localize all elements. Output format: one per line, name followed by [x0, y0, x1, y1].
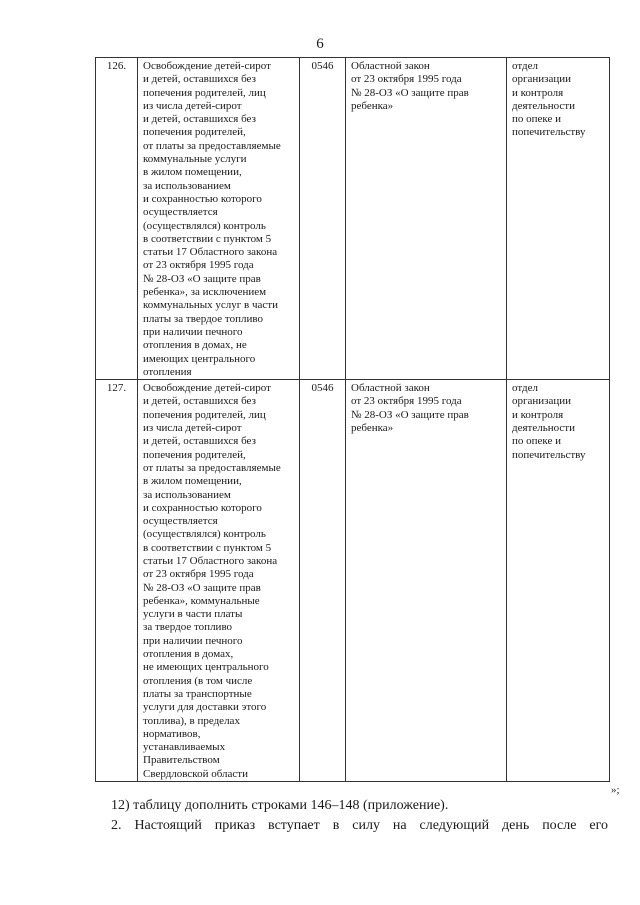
- service-name-line: от платы за предоставляемые: [143, 139, 281, 152]
- service-name-line: отопления (в том числе: [143, 674, 253, 687]
- responsible-dept-line: попечительству: [512, 448, 586, 461]
- paragraph-effective-date: 2. Настоящий приказ вступает в силу на следующий день после его: [111, 818, 608, 833]
- service-name-line: услуги в части платы: [143, 608, 243, 621]
- service-name-line: и детей, оставшихся без: [143, 395, 256, 408]
- responsible-dept-line: организации: [512, 395, 572, 408]
- service-code: 0546: [300, 380, 346, 782]
- page-number: 6: [316, 36, 324, 52]
- service-name-line: попечения родителей, лиц: [143, 86, 266, 99]
- service-name-line: и сохранностью которого: [143, 192, 262, 205]
- service-name-line: Правительством: [143, 754, 220, 767]
- service-name-line: от 23 октября 1995 года: [143, 259, 254, 272]
- service-name-line: Свердловской области: [143, 767, 248, 780]
- row-number: 126.: [96, 58, 138, 380]
- service-name-line: от 23 октября 1995 года: [143, 568, 254, 581]
- service-name-line: статьи 17 Областного закона: [143, 554, 278, 567]
- responsible-dept-line: и контроля: [512, 86, 564, 99]
- legal-basis-cell: [346, 58, 507, 380]
- legal-basis-line: от 23 октября 1995 года: [351, 395, 462, 408]
- service-name-line: № 28-ОЗ «О защите прав: [143, 581, 261, 594]
- paragraph-item-12: 12) таблицу дополнить строками 146–148 (приложение).: [111, 798, 449, 813]
- service-name-line: осуществляется: [143, 515, 218, 528]
- service-name-line: из числа детей-сирот: [143, 99, 242, 112]
- responsible-dept-line: по опеке и: [512, 113, 561, 126]
- service-name-line: в жилом помещении,: [143, 166, 242, 179]
- legal-basis-line: ребенка»: [351, 99, 394, 112]
- responsible-dept-line: по опеке и: [512, 435, 561, 448]
- service-name-line: из числа детей-сирот: [143, 422, 242, 435]
- service-name-cell: [138, 58, 300, 380]
- service-name-line: за твердое топливо: [143, 621, 233, 634]
- service-name-line: имеющих центрального: [143, 352, 256, 365]
- service-name-line: Освобождение детей-сирот: [143, 60, 271, 72]
- service-name-line: ребенка», коммунальные: [143, 594, 260, 607]
- service-name-line: за использованием: [143, 179, 231, 192]
- responsible-dept-line: отдел: [512, 382, 538, 395]
- service-name-line: при наличии печного: [143, 325, 243, 338]
- service-code: 0546: [300, 58, 346, 380]
- responsible-dept-cell: [507, 380, 610, 782]
- service-name-line: при наличии печного: [143, 634, 243, 647]
- service-name-line: устанавливаемых: [143, 741, 226, 754]
- service-name-line: и сохранностью которого: [143, 501, 262, 514]
- service-name-line: попечения родителей,: [143, 448, 246, 461]
- service-name-line: Освобождение детей-сирот: [143, 382, 271, 395]
- service-name-line: за использованием: [143, 488, 231, 501]
- service-name-line: попечения родителей, лиц: [143, 408, 266, 421]
- service-name-line: осуществляется: [143, 206, 218, 219]
- service-name-line: отопления в домах, не: [143, 339, 247, 352]
- service-name-line: платы за твердое топливо: [143, 312, 263, 325]
- responsible-dept-cell: [507, 58, 610, 380]
- service-name-line: и детей, оставшихся без: [143, 435, 256, 448]
- services-table: [95, 57, 610, 782]
- legal-basis-line: от 23 октября 1995 года: [351, 73, 462, 86]
- legal-basis-line: № 28-ОЗ «О защите прав: [351, 408, 469, 421]
- service-name-line: статьи 17 Областного закона: [143, 246, 278, 259]
- service-name-cell: [138, 380, 300, 782]
- service-name-line: коммунальных услуг в части: [143, 299, 278, 312]
- row-number: 127.: [96, 380, 138, 782]
- service-name-line: в соответствии с пунктом 5: [143, 541, 272, 554]
- responsible-dept-line: деятельности: [512, 422, 575, 435]
- legal-basis-line: Областной закон: [351, 382, 430, 395]
- table-row: [96, 58, 610, 380]
- service-name-line: коммунальные услуги: [143, 153, 247, 166]
- service-name-line: отопления: [143, 365, 192, 378]
- responsible-dept-line: деятельности: [512, 99, 575, 112]
- service-name-line: (осуществлялся) контроль: [143, 528, 266, 541]
- legal-basis-line: ребенка»: [351, 422, 394, 435]
- responsible-dept-line: и контроля: [512, 408, 564, 421]
- service-name-line: не имеющих центрального: [143, 661, 269, 674]
- responsible-dept-line: организации: [512, 73, 572, 86]
- service-name-line: попечения родителей,: [143, 126, 246, 139]
- service-name-line: ребенка», за исключением: [143, 286, 267, 299]
- legal-basis-cell: [346, 380, 507, 782]
- service-name-line: и детей, оставшихся без: [143, 113, 256, 126]
- service-name-line: нормативов,: [143, 727, 201, 740]
- service-name-line: от платы за предоставляемые: [143, 461, 281, 474]
- responsible-dept-line: отдел: [512, 60, 538, 72]
- service-name-line: платы за транспортные: [143, 687, 252, 700]
- legal-basis-line: № 28-ОЗ «О защите прав: [351, 86, 469, 99]
- service-name-line: в жилом помещении,: [143, 475, 242, 488]
- service-name-line: (осуществлялся) контроль: [143, 219, 266, 232]
- service-name-line: услуги для доставки этого: [143, 701, 267, 714]
- service-name-line: топлива), в пределах: [143, 714, 240, 727]
- service-name-line: отопления в домах,: [143, 648, 234, 661]
- service-name-line: № 28-ОЗ «О защите прав: [143, 272, 261, 285]
- table-row: [96, 380, 610, 782]
- service-name-line: в соответствии с пунктом 5: [143, 232, 272, 245]
- service-name-line: и детей, оставшихся без: [143, 73, 256, 86]
- legal-basis-line: Областной закон: [351, 60, 430, 72]
- responsible-dept-line: попечительству: [512, 126, 586, 139]
- closing-quote: »;: [611, 784, 620, 796]
